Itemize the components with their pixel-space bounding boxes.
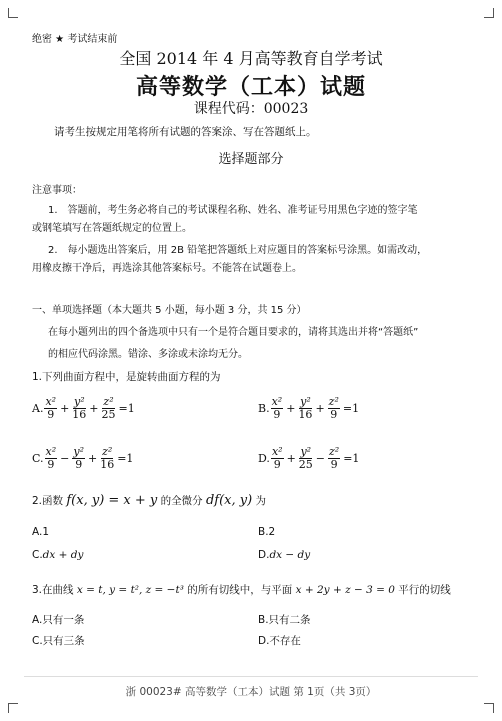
operator: +: [286, 402, 296, 415]
option-expression: dx − dy: [269, 549, 311, 561]
denominator: 9: [273, 458, 281, 471]
stem-text: 3.在曲线: [32, 584, 74, 596]
secret-mark: 绝密 ★ 考试结束前: [32, 34, 118, 45]
footer-divider: [24, 676, 478, 677]
question-2-option-a: A.1: [32, 526, 50, 538]
question-3-option-c: C.只有三条: [32, 635, 85, 647]
subject-title: 高等数学（工本）试题: [135, 74, 366, 100]
numerator: x²: [271, 395, 283, 408]
denominator: 9: [273, 408, 281, 421]
numerator: z²: [103, 395, 114, 408]
numerator: z²: [328, 395, 339, 408]
plane-expression: x + 2y + z − 3 = 0: [295, 584, 395, 596]
option-expression: dx + dy: [42, 549, 84, 561]
section-1-instruction-line-1: 在每小题列出的四个备选项中只有一个是符合题目要求的，请将其选出并将“答题纸”: [48, 327, 419, 338]
numerator: x²: [45, 445, 57, 458]
question-2-option-d: [258, 549, 310, 561]
page-footer: 浙 00023# 高等数学（工本）试题 第 1页（共 3页）: [125, 686, 377, 698]
course-code: 课程代码：00023: [193, 101, 309, 117]
numerator: y²: [73, 445, 84, 458]
denominator: 25: [298, 458, 313, 471]
part-title: 选择题部分: [218, 152, 284, 167]
stem-text: 平行的切线: [398, 584, 451, 596]
denominator: 16: [72, 408, 87, 421]
operator: −: [60, 452, 70, 465]
crop-mark-top-right: [484, 8, 494, 18]
instruction-1-line-1: 1. 答题前，考生务必将自己的考试课程名称、姓名、准考证号用黑色字迹的签字笔: [48, 205, 418, 216]
denominator: 9: [75, 458, 83, 471]
option-label: B.: [258, 402, 270, 415]
instructions-heading: 注意事项：: [32, 185, 82, 196]
question-1-option-d: [258, 446, 361, 471]
stem-text: 为: [255, 495, 267, 507]
differential-expression: df(x, y): [205, 493, 253, 508]
option-label: C.: [32, 549, 43, 561]
numerator: y²: [300, 395, 311, 408]
equation-rhs: =1: [118, 402, 135, 415]
section-1-instruction-line-2: 的相应代码涂黑。错涂、多涂或未涂均无分。: [48, 349, 248, 360]
denominator: 16: [298, 408, 313, 421]
operator: +: [286, 452, 296, 465]
equation-rhs: =1: [342, 402, 360, 415]
question-2-option-c: [32, 549, 83, 561]
numerator: x²: [271, 445, 283, 458]
question-3-option-d: D.不存在: [258, 635, 301, 647]
section-1-title: 一、单项选择题（本大题共 5 小题，每小题 3 分，共 15 分）: [32, 305, 307, 316]
stem-text: 2.函数: [32, 495, 64, 507]
function-expression: f(x, y) = x + y: [66, 493, 158, 508]
question-3-option-b: B.只有二条: [258, 614, 311, 626]
denominator: 9: [330, 458, 338, 471]
option-label: D.: [258, 452, 270, 465]
question-1-option-b: [258, 396, 361, 421]
denominator: 9: [330, 408, 338, 421]
instruction-2-line-1: 2. 每小题选出答案后，用 2B 铅笔把答题纸上对应题目的答案标号涂黑。如需改动，: [48, 245, 428, 256]
instruction-1-line-2: 或钢笔填写在答题纸规定的位置上。: [32, 223, 192, 234]
denominator: 9: [47, 408, 55, 421]
denominator: 9: [47, 458, 55, 471]
question-3-option-a: A.只有一条: [32, 614, 85, 626]
question-1-option-a: [32, 396, 137, 421]
question-3-stem: [32, 582, 451, 597]
numerator: x²: [45, 395, 57, 408]
operator: +: [315, 402, 325, 415]
option-label: C.: [32, 452, 44, 465]
numerator: z²: [102, 445, 113, 458]
option-label: A.: [32, 402, 44, 415]
equation-rhs: =1: [343, 452, 360, 465]
crop-mark-top-left: [8, 8, 18, 18]
operator: +: [60, 402, 70, 415]
operator: +: [89, 402, 99, 415]
equation-rhs: =1: [117, 452, 134, 465]
instruction-2-line-2: 用橡皮擦干净后，再选涂其他答案标号。不能答在试题卷上。: [32, 263, 302, 274]
exam-name: 全国 2014 年 4 月高等教育自学考试: [119, 49, 383, 68]
stem-text: 的所有切线中，与平面: [187, 584, 293, 596]
question-1-option-c: [32, 446, 135, 471]
option-label: D.: [258, 549, 270, 561]
crop-mark-bottom-left: [8, 703, 18, 713]
question-1-stem: 1.下列曲面方程中，是旋转曲面方程的为: [32, 371, 221, 383]
question-2-stem: [32, 493, 266, 508]
answer-notice: 请考生按规定用笔将所有试题的答案涂、写在答题纸上。: [54, 126, 317, 138]
stem-text: 的全微分: [160, 495, 203, 507]
operator: +: [88, 452, 98, 465]
numerator: y²: [73, 395, 85, 408]
denominator: 16: [100, 458, 115, 471]
crop-mark-bottom-right: [484, 703, 494, 713]
question-2-option-b: B.2: [258, 526, 276, 538]
numerator: y²: [300, 445, 312, 458]
numerator: z²: [329, 445, 340, 458]
denominator: 25: [101, 408, 116, 421]
curve-expression: x = t, y = t², z = −t³: [76, 584, 184, 596]
operator: −: [315, 452, 325, 465]
